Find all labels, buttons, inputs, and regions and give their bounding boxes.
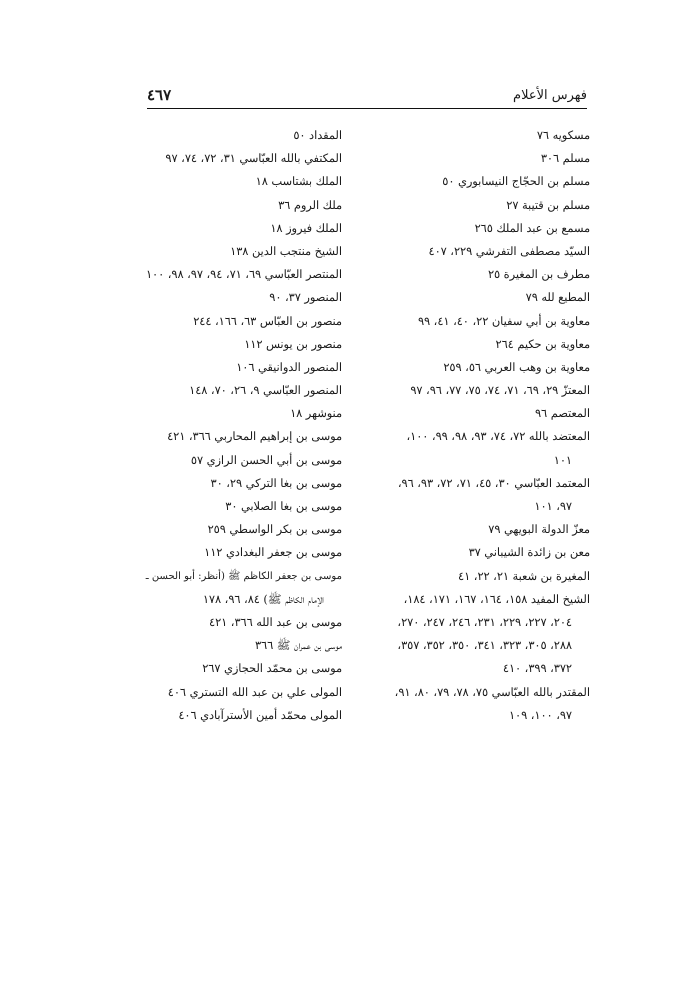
index-entry: موسى بن إبراهيم المحاربي ٣٦٦، ٤٢١ xyxy=(167,430,342,444)
index-entry: موسى بن عمران ﷺ ٣٦٦ xyxy=(254,639,342,653)
index-entry: موسى بن بكر الواسطي ٢٥٩ xyxy=(207,523,342,537)
index-entry-continuation: ٩٧، ١٠١ xyxy=(534,500,572,513)
index-entry: منصور بن العبّاس ٦٣، ١٦٦، ٢٤٤ xyxy=(193,314,342,328)
index-entry-continuation: ٢٠٤، ٢٢٧، ٢٢٩، ٢٣١، ٢٤٦، ٢٤٧، ٢٧٠، xyxy=(397,615,572,629)
index-entry: معاوية بن وهب العربي ٥٦، ٢٥٩ xyxy=(443,360,590,374)
index-entry: ملك الروم ٣٦ xyxy=(278,198,342,212)
index-entry: المكتفي بالله العبّاسي ٣١، ٧٢، ٧٤، ٩٧ xyxy=(165,152,342,166)
index-entry: منوشهر ١٨ xyxy=(290,407,342,421)
index-entry-continuation: ٣٧٢، ٣٩٩، ٤١٠ xyxy=(502,662,572,676)
index-entry-continuation: ٩٧، ١٠٠، ١٠٩ xyxy=(508,708,572,722)
index-entry-continuation: ١٠١ xyxy=(553,453,572,467)
index-entry-continuation: الإمام الكاظم ﷺ) ٨٤، ٩٦، ١٧٨ xyxy=(202,592,324,606)
index-entry: معزّ الدولة البويهي ٧٩ xyxy=(488,523,590,537)
index-entry: موسى بن بغا الصلابي ٣٠ xyxy=(225,500,342,513)
running-title: فهرس الأعلام xyxy=(513,88,587,103)
index-entry: معن بن زائدة الشيباني ٣٧ xyxy=(468,546,590,560)
index-entry: المولى محمّد أمين الأسترآبادي ٤٠٦ xyxy=(178,708,342,722)
index-entry: المعتصم ٩٦ xyxy=(534,407,590,421)
index-entry: المعتزّ ٢٩، ٦٩، ٧١، ٧٤، ٧٥، ٧٧، ٩٦، ٩٧ xyxy=(410,384,590,398)
index-entry: المولى علي بن عبد الله التستري ٤٠٦ xyxy=(167,685,342,699)
index-entry: مسمع بن عبد الملك ٢٦٥ xyxy=(474,221,590,235)
index-entry: المعتضد بالله ٧٢، ٧٤، ٩٣، ٩٨، ٩٩، ١٠٠، xyxy=(406,430,590,444)
index-entry: مسلم ٣٠٦ xyxy=(540,152,590,166)
index-entry: معاوية بن أبي سفيان ٢٢، ٤٠، ٤١، ٩٩ xyxy=(417,314,590,328)
index-entry: مسلم بن قتيبة ٢٧ xyxy=(506,198,590,212)
index-entry: المنصور العبّاسي ٩، ٢٦، ٧٠، ١٤٨ xyxy=(189,384,342,398)
index-entry: المقداد ٥٠ xyxy=(293,129,342,142)
page-number: ٤٦٧ xyxy=(147,86,172,104)
index-entry: موسى بن أبي الحسن الرازي ٥٧ xyxy=(190,453,342,467)
index-entry: الملك بشتاسب ١٨ xyxy=(255,175,342,189)
index-entry: السيّد مصطفى التفرشي ٢٢٩، ٤٠٧ xyxy=(428,244,590,258)
index-entry: المنصور ٣٧، ٩٠ xyxy=(269,291,342,305)
index-entry: موسى بن جعفر الكاظم ﷺ (أنظر: أبو الحسن ـ xyxy=(145,570,342,582)
index-entry: موسى بن بغا التركي ٢٩، ٣٠ xyxy=(210,476,342,490)
index-entry: مسكويه ٧٦ xyxy=(536,129,590,142)
index-entry: مسلم بن الحجّاج النيسابوري ٥٠ xyxy=(442,175,590,189)
index-entry: الشيخ منتجب الدين ١٣٨ xyxy=(230,244,342,258)
index-entry: المعتمد العبّاسي ٣٠، ٤٥، ٧١، ٧٢، ٩٣، ٩٦، xyxy=(397,476,590,490)
index-entry: المقتدر بالله العبّاسي ٧٥، ٧٨، ٧٩، ٨٠، ٩١، xyxy=(394,685,590,699)
index-entry: مطرف بن المغيرة ٢٥ xyxy=(487,268,590,282)
index-entry: المطيع لله ٧٩ xyxy=(525,291,590,305)
index-column-left xyxy=(146,124,342,727)
index-entry: الشيخ المفيد ١٥٨، ١٦٤، ١٦٧، ١٧١، ١٨٤، xyxy=(403,592,590,606)
page-header xyxy=(147,88,587,109)
index-entry: معاوية بن حكيم ٢٦٤ xyxy=(495,337,590,351)
index-entry: المنصور الدوانيقي ١٠٦ xyxy=(236,360,342,374)
index-entry-continuation: ٢٨٨، ٣٠٥، ٣٢٣، ٣٤١، ٣٥٠، ٣٥٢، ٣٥٧، xyxy=(397,639,572,653)
index-column-right xyxy=(358,124,590,727)
index-entry: موسى بن محمّد الحجازي ٢٦٧ xyxy=(202,662,342,676)
index-entry: المنتصر العبّاسي ٦٩، ٧١، ٩٤، ٩٧، ٩٨، ١٠٠ xyxy=(145,268,342,282)
index-entry: موسى بن عبد الله ٣٦٦، ٤٢١ xyxy=(209,615,342,629)
index-entry: المغيرة بن شعبة ٢١، ٢٢، ٤١ xyxy=(458,569,590,583)
index-entry: موسى بن جعفر البغدادي ١١٢ xyxy=(204,546,342,560)
index-entry: الملك فيروز ١٨ xyxy=(270,221,342,235)
index-entry: منصور بن يونس ١١٢ xyxy=(244,337,342,351)
